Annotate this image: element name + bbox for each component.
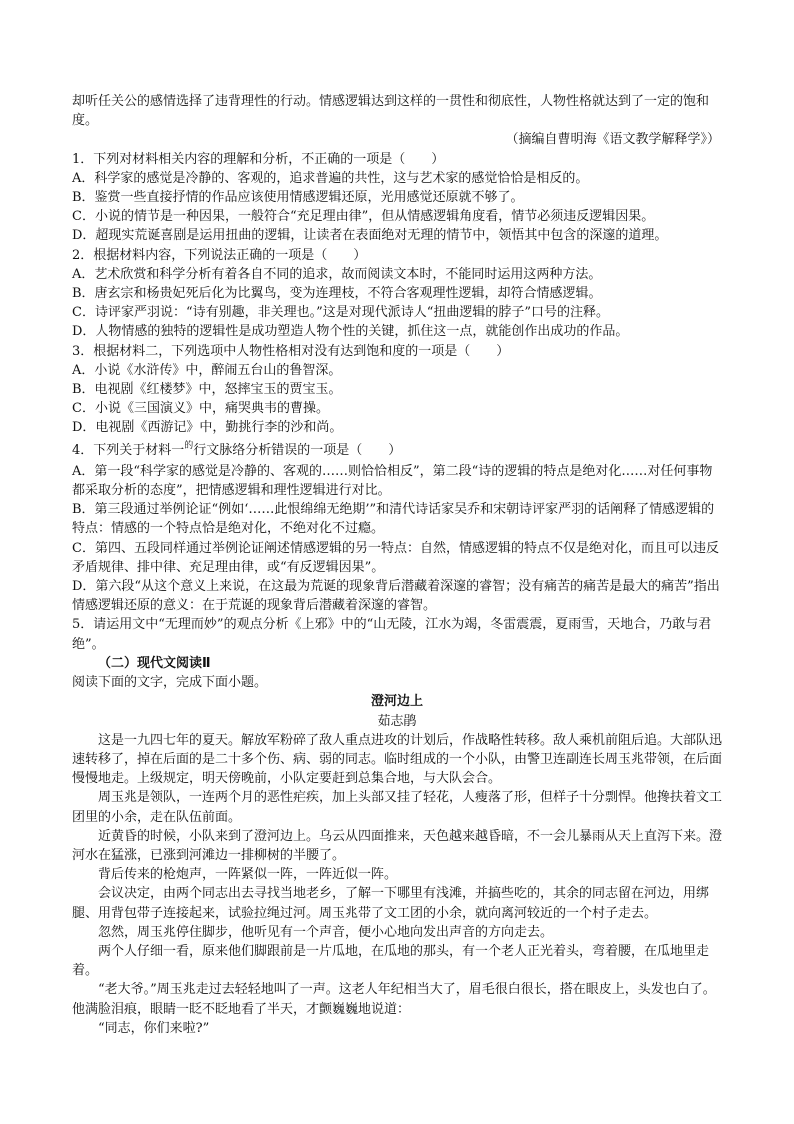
- document-page: [72, 92, 722, 1038]
- question-5: [72, 615, 722, 653]
- option-a: A．小说《水浒传》中，醉闹五台山的鲁智深。: [72, 362, 342, 378]
- option-b: B．第三段通过举例论证“例如‘……此恨绵绵无绝期’”和清代诗话家吴乔和宋朝诗评家严羽的话阐释了情感逻辑的特点：情感的一个特点恰是绝对化，不绝对化不过瘾。: [72, 502, 715, 537]
- story-paragraph: 这是一九四七年的夏天。解放军粉碎了敌人重点进攻的计划后，作战略性转移。敌人乘机前阻后追。大部队迅速转移了，掉在后面的是二十多个伤、病、弱的同志。临时组成的一个小队，由警卫连副连长周玉兆带领，在后面慢慢地走。上级规定，明天傍晚前，小队定要赶到总集合地，与大队会合。: [72, 732, 723, 787]
- question-stem: 1．下列对材料相关内容的理解和分析，不正确的一项是（ ）: [72, 151, 445, 167]
- story-paragraph: 近黄昏的时候，小队来到了澄河边上。乌云从四面推来，天色越来越昏暗，不一会儿暴雨从天上直泻下来。澄河水在猛涨，已涨到河滩边一排柳树的半腰了。: [72, 828, 723, 863]
- section-heading: （二）现代文阅读Ⅱ: [98, 655, 211, 671]
- option-d: D．电视剧《西游记》中，勤挑行李的沙和尚。: [72, 420, 343, 436]
- story-paragraph: 周玉兆是领队，一连两个月的恶性疟疾，加上头部又挂了轻花，人瘦落了形，但样子十分剽悍。他搀扶着文工团里的小余，走在队伍前面。: [72, 790, 723, 825]
- option-c: C．第四、五段同样通过举例论证阐述情感逻辑的另一特点：自然，情感逻辑的特点不仅是绝对化，而且可以违反矛盾规律、排中律、充足理由律，或“有反逻辑因果”。: [72, 540, 719, 575]
- option-a: A．第一段“科学家的感觉是冷静的、客观的……则恰恰相反”，第二段“诗的逻辑的特点是绝对化……对任何事物都采取分析的态度”，把情感逻辑和理性逻辑进行对比。: [72, 463, 713, 499]
- section-2: [72, 654, 722, 1038]
- question-2: [72, 246, 722, 342]
- question-4: [72, 441, 722, 616]
- option-d: D．第六段“从这个意义上来说，在这最为荒诞的现象背后潜藏着深邃的睿智；没有痛苦的痛苦是最大的痛苦”指出情感逻辑还原的意义：在于荒诞的现象背后潜藏着深邃的睿智。: [72, 579, 720, 614]
- option-d: D．超现实荒诞喜剧是运用扭曲的逻辑，让读者在表面绝对无理的情节中，领悟其中包含的深邃的道理。: [72, 228, 668, 244]
- stem-superscript: 的: [184, 440, 194, 451]
- question-3: [72, 342, 722, 438]
- stem-part-1: 4．下列关于材料一: [72, 442, 185, 458]
- question-1: [72, 150, 722, 246]
- story-paragraph: “同志，你们来啦?”: [98, 1020, 210, 1036]
- question-stem: 5．请运用文中“无理而妙”的观点分析《上邪》中的“山无陵，江水为竭，冬雷震震，夏雨雪，天地合，乃敢与君绝”。: [72, 617, 712, 652]
- question-stem: 2．根据材料内容，下列说法正确的一项是（ ）: [72, 247, 367, 263]
- option-c: C．小说《三国演义》中，痛哭典韦的曹操。: [72, 401, 329, 417]
- story-paragraph: 两个人仔细一看，原来他们脚跟前是一片瓜地，在瓜地的那头，有一个老人正光着头，弯着腰，在瓜地里走着。: [72, 943, 710, 979]
- question-stem: 3．根据材料二，下列选项中人物性格相对没有达到饱和度的一项是（ ）: [72, 343, 510, 359]
- option-b: B．电视剧《红楼梦》中，怒摔宝玉的贾宝玉。: [72, 382, 342, 398]
- story-paragraph: 忽然，周玉兆停住脚步，他听见有一个声音，便小心地向发出声音的方向走去。: [98, 924, 554, 940]
- story-author: 茹志鹃: [377, 713, 417, 729]
- section-instruction: 阅读下面的文字，完成下面小题。: [72, 675, 268, 691]
- option-b: B．唐玄宗和杨贵妃死后化为比翼鸟，变为连理枝，不符合客观理性逻辑，却符合情感逻辑。: [72, 286, 602, 302]
- source-citation: （摘编自曹明海《语文教学解释学》）: [505, 132, 720, 148]
- story-paragraph: 背后传来的枪炮声，一阵紧似一阵，一阵近似一阵。: [98, 867, 398, 883]
- option-c: C．诗评家严羽说：“诗有别趣，非关理也。”这是对现代派诗人“扭曲逻辑的脖子”口号的注释。: [72, 305, 610, 321]
- intro-paragraph: 却听任关公的感情选择了违背理性的行动。情感逻辑达到这样的一贯性和彻底性，人物性格就达到了一定的饱和度。: [72, 94, 710, 129]
- stem-part-2: 行文脉络分析错误的一项是（ ）: [193, 442, 402, 458]
- question-stem: [72, 441, 722, 462]
- story-paragraph: “老大爷。”周玉兆走过去轻轻地叫了一声。这老人年纪相当大了，眉毛很白很长，搭在眼皮上，头发也白了。他满脸泪痕，眼睛一眨不眨地看了半天，才颤巍巍地说道：: [72, 982, 716, 1017]
- story-title: 澄河边上: [370, 694, 423, 710]
- option-d: D．人物情感的独特的逻辑性是成功塑造人物个性的关键，抓住这一点，就能创作出成功的作品。: [72, 324, 629, 340]
- story-paragraph: 会议决定，由两个同志出去寻找当地老乡，了解一下哪里有浅滩，并搞些吃的，其余的同志留在河边，用绑腿、用背包带子连接起来，试验拉绳过河。周玉兆带了文工团的小余，就向离河较近的一个村子走去。: [72, 886, 710, 921]
- option-a: A．艺术欣赏和科学分析有着各自不同的追求，故而阅读文本时，不能同时运用这两种方法。: [72, 266, 602, 282]
- option-b: B．鉴赏一些直接抒情的作品应该使用情感逻辑还原，光用感觉还原就不够了。: [72, 190, 524, 206]
- option-a: A．科学家的感觉是冷静的、客观的，追求普遍的共性，这与艺术家的感觉恰恰是相反的。: [72, 170, 589, 186]
- option-c: C．小说的情节是一种因果，一般符合“充足理由律”，但从情感逻辑角度看，情节必须违反逻辑因果。: [72, 209, 655, 225]
